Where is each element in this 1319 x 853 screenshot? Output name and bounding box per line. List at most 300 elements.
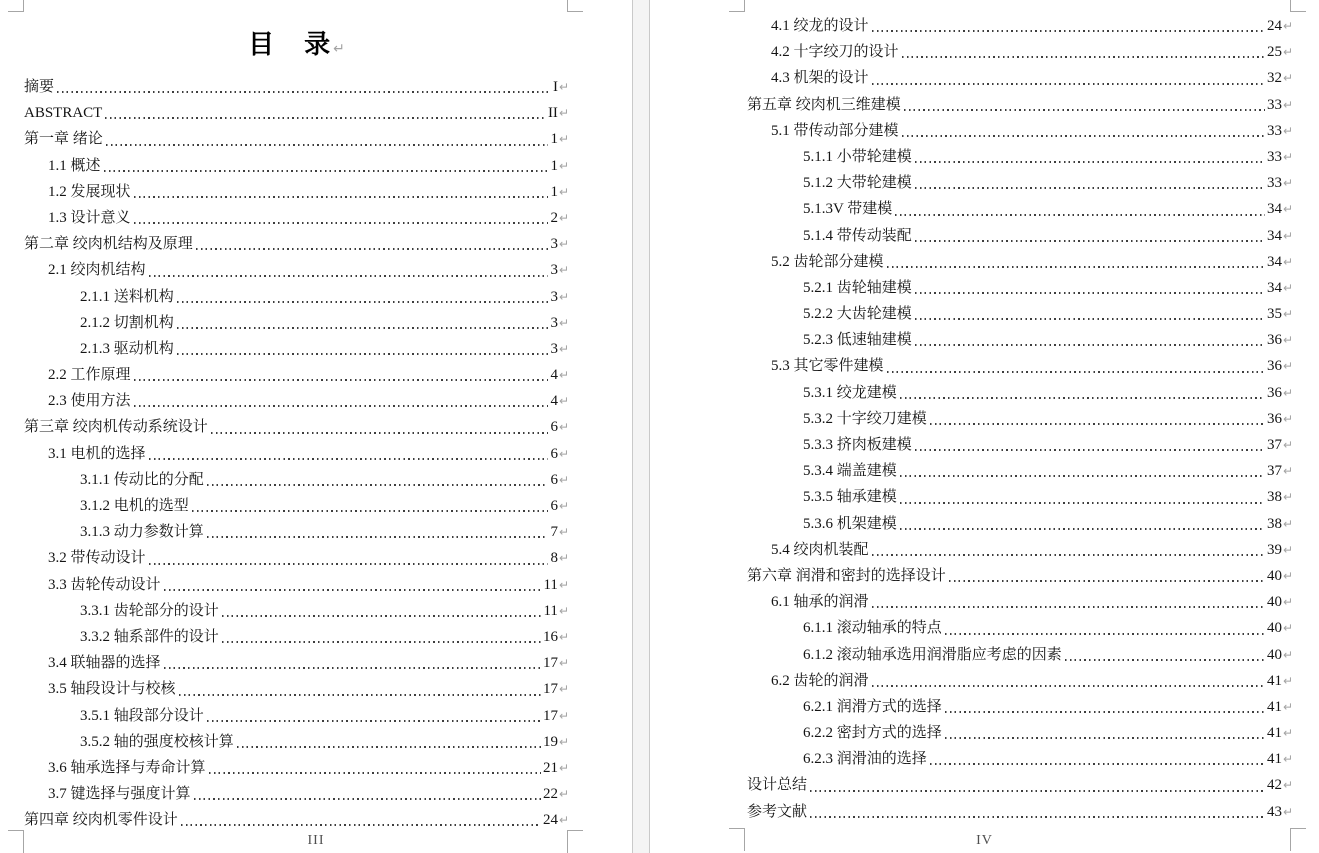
paragraph-return-mark-icon: ↵ bbox=[558, 132, 569, 147]
toc-entry-page: 40 bbox=[1266, 620, 1282, 637]
toc-entry[interactable] bbox=[747, 39, 1293, 65]
toc-entry-label: 3.3 齿轮传动设计 bbox=[48, 576, 161, 593]
dot-leader bbox=[222, 615, 542, 617]
toc-entry-label: 5.3.1 绞龙建模 bbox=[803, 384, 897, 401]
toc-entry-label: 5.2.2 大齿轮建模 bbox=[803, 306, 912, 323]
paragraph-return-mark-icon: ↵ bbox=[558, 708, 569, 723]
toc-entry-page: 41 bbox=[1266, 672, 1282, 689]
toc-title: 目 录 bbox=[248, 30, 333, 59]
toc-entry[interactable] bbox=[24, 388, 569, 414]
paragraph-return-mark-icon: ↵ bbox=[1282, 595, 1293, 610]
toc-entry-page: 4 bbox=[550, 367, 558, 384]
toc-entry-page: 37 bbox=[1266, 463, 1282, 480]
toc-entry-page: 41 bbox=[1266, 698, 1282, 715]
paragraph-return-mark-icon: ↵ bbox=[1282, 71, 1293, 86]
toc-entry-label: 3.7 键选择与强度计算 bbox=[48, 786, 191, 803]
dot-leader bbox=[945, 633, 1265, 635]
toc-entry[interactable] bbox=[747, 668, 1293, 694]
toc-entry[interactable] bbox=[747, 92, 1293, 118]
toc-entry-page: 33 bbox=[1266, 122, 1282, 139]
toc-entry[interactable] bbox=[24, 205, 569, 231]
toc-entry[interactable] bbox=[24, 650, 569, 676]
toc-entry-page: 24 bbox=[542, 812, 558, 829]
toc-entry-label: 5.1.2 大带轮建模 bbox=[803, 175, 912, 192]
toc-entry-label: 1.2 发展现状 bbox=[48, 183, 131, 200]
toc-entry[interactable] bbox=[747, 13, 1293, 39]
toc-entry-label: 6.2.2 密封方式的选择 bbox=[803, 725, 942, 742]
toc-entry-label: 5.3 其它零件建模 bbox=[771, 358, 884, 375]
toc-entry-label: 1.3 设计意义 bbox=[48, 209, 131, 226]
toc-entry-label: 5.1 带传动部分建模 bbox=[771, 122, 899, 139]
toc-entry[interactable] bbox=[747, 746, 1293, 772]
toc-entry-page: 40 bbox=[1266, 594, 1282, 611]
toc-entry-label: 第三章 绞肉机传动系统设计 bbox=[24, 419, 208, 436]
toc-entry-page: 6 bbox=[550, 445, 558, 462]
toc-entry[interactable] bbox=[747, 511, 1293, 537]
toc-entry-page: 33 bbox=[1266, 96, 1282, 113]
dot-leader bbox=[810, 816, 1265, 818]
toc-entry-label: 3.3.2 轴系部件的设计 bbox=[80, 628, 219, 645]
toc-entry-page: 22 bbox=[542, 786, 558, 803]
toc-entry[interactable] bbox=[24, 153, 569, 179]
paragraph-return-mark-icon: ↵ bbox=[333, 41, 345, 57]
dot-leader bbox=[194, 798, 541, 800]
toc-entry-page: 42 bbox=[1266, 777, 1282, 794]
paragraph-return-mark-icon: ↵ bbox=[558, 446, 569, 461]
paragraph-return-mark-icon: ↵ bbox=[558, 289, 569, 304]
toc-entry-label: 1.1 概述 bbox=[48, 157, 101, 174]
dot-leader bbox=[900, 475, 1265, 477]
toc-entry[interactable] bbox=[747, 589, 1293, 615]
toc-entry-page: 16 bbox=[542, 628, 558, 645]
toc-entry[interactable] bbox=[24, 807, 569, 833]
toc-entry-label: 5.3.6 机架建模 bbox=[803, 515, 897, 532]
toc-entry[interactable] bbox=[24, 729, 569, 755]
toc-entry[interactable] bbox=[747, 249, 1293, 275]
toc-entry-label: 设计总结 bbox=[747, 777, 808, 794]
toc-entry-label: 5.3.4 端盖建模 bbox=[803, 463, 897, 480]
toc-entry-page: 3 bbox=[550, 262, 558, 279]
dot-leader bbox=[945, 711, 1265, 713]
paragraph-return-mark-icon: ↵ bbox=[558, 734, 569, 749]
toc-entry-page: 38 bbox=[1266, 515, 1282, 532]
paragraph-return-mark-icon: ↵ bbox=[1282, 97, 1293, 112]
toc-entry-label: 第五章 绞肉机三维建模 bbox=[747, 96, 901, 113]
toc-entry-label: 3.5 轴段设计与校核 bbox=[48, 681, 176, 698]
dot-leader bbox=[915, 161, 1265, 163]
toc-entry-label: 5.3.3 挤肉板建模 bbox=[803, 437, 912, 453]
paragraph-return-mark-icon: ↵ bbox=[1282, 726, 1293, 741]
dot-leader bbox=[949, 580, 1265, 582]
paragraph-return-mark-icon: ↵ bbox=[558, 158, 569, 173]
paragraph-return-mark-icon: ↵ bbox=[1282, 228, 1293, 243]
toc-entry[interactable] bbox=[747, 223, 1293, 249]
toc-entry[interactable] bbox=[24, 100, 569, 126]
toc-entry-label: 2.1.1 送料机构 bbox=[80, 288, 174, 305]
paragraph-return-mark-icon: ↵ bbox=[558, 813, 569, 828]
page-gap-divider bbox=[632, 0, 650, 853]
paragraph-return-mark-icon: ↵ bbox=[558, 210, 569, 225]
paragraph-return-mark-icon: ↵ bbox=[1282, 149, 1293, 164]
toc-entry[interactable] bbox=[24, 257, 569, 283]
toc-entry-page: 3 bbox=[550, 288, 558, 305]
toc-entry[interactable] bbox=[747, 353, 1293, 379]
toc-entry-page: 7 bbox=[550, 524, 558, 541]
toc-entry-page: 41 bbox=[1266, 751, 1282, 768]
dot-leader bbox=[872, 83, 1265, 85]
toc-entry-page: 11 bbox=[543, 602, 558, 619]
toc-entry-page: 2 bbox=[550, 209, 558, 226]
paragraph-return-mark-icon: ↵ bbox=[558, 629, 569, 644]
toc-entry[interactable] bbox=[747, 432, 1293, 458]
toc-entry-page: 3 bbox=[550, 340, 558, 357]
toc-entry-page: 34 bbox=[1266, 201, 1282, 218]
toc-entry[interactable] bbox=[747, 196, 1293, 222]
toc-entry-label: 第一章 绪论 bbox=[24, 131, 103, 148]
paragraph-return-mark-icon: ↵ bbox=[1282, 752, 1293, 767]
toc-entry-page: 24 bbox=[1266, 18, 1282, 34]
paragraph-return-mark-icon: ↵ bbox=[1282, 123, 1293, 138]
toc-entry-page: 8 bbox=[550, 550, 558, 567]
crop-mark-top-right-icon bbox=[1290, 0, 1306, 12]
paragraph-return-mark-icon: ↵ bbox=[1282, 202, 1293, 217]
paragraph-return-mark-icon: ↵ bbox=[558, 420, 569, 435]
dot-leader bbox=[207, 484, 549, 486]
dot-leader bbox=[915, 449, 1265, 451]
toc-entry-label: 3.3.1 齿轮部分的设计 bbox=[80, 602, 219, 619]
dot-leader bbox=[207, 536, 549, 538]
toc-entry[interactable] bbox=[747, 694, 1293, 720]
dot-leader bbox=[181, 824, 541, 826]
paragraph-return-mark-icon: ↵ bbox=[558, 263, 569, 278]
dot-leader bbox=[222, 641, 541, 643]
toc-entry-label: 6.1.2 滚动轴承选用润滑脂应考虑的因素 bbox=[803, 646, 1062, 663]
paragraph-return-mark-icon: ↵ bbox=[558, 577, 569, 592]
paragraph-return-mark-icon: ↵ bbox=[1282, 647, 1293, 662]
toc-entry[interactable] bbox=[747, 327, 1293, 353]
toc-entry-label: 4.1 绞龙的设计 bbox=[771, 18, 869, 34]
toc-entry-page: 33 bbox=[1266, 148, 1282, 165]
paragraph-return-mark-icon: ↵ bbox=[1282, 621, 1293, 636]
toc-entry-page: 6 bbox=[550, 471, 558, 488]
paragraph-return-mark-icon: ↵ bbox=[1282, 542, 1293, 557]
toc-entry[interactable] bbox=[24, 703, 569, 729]
dot-leader bbox=[945, 737, 1265, 739]
toc-entry-page: 39 bbox=[1266, 541, 1282, 558]
toc-entry[interactable] bbox=[24, 336, 569, 362]
toc-entry[interactable] bbox=[747, 642, 1293, 668]
toc-entry-label: 5.1.1 小带轮建模 bbox=[803, 148, 912, 165]
dot-leader bbox=[930, 763, 1265, 765]
toc-entry-page: 21 bbox=[542, 759, 558, 776]
paragraph-return-mark-icon: ↵ bbox=[1282, 333, 1293, 348]
dot-leader bbox=[209, 772, 541, 774]
toc-entry-label: 6.1.1 滚动轴承的特点 bbox=[803, 620, 942, 637]
toc-entry[interactable] bbox=[747, 772, 1293, 798]
toc-title-line bbox=[24, 24, 569, 61]
toc-entry-label: 2.3 使用方法 bbox=[48, 393, 131, 410]
toc-entry[interactable] bbox=[24, 493, 569, 519]
paragraph-return-mark-icon: ↵ bbox=[1282, 176, 1293, 191]
paragraph-return-mark-icon: ↵ bbox=[558, 394, 569, 409]
toc-entry-page: 1 bbox=[550, 131, 558, 148]
toc-entry-label: 5.2.3 低速轴建模 bbox=[803, 332, 912, 349]
toc-entry-page: 4 bbox=[550, 393, 558, 410]
document-page-right bbox=[650, 0, 1319, 853]
toc-entry-page: 32 bbox=[1266, 70, 1282, 87]
dot-leader bbox=[105, 117, 546, 119]
toc-list bbox=[24, 74, 569, 833]
toc-entry[interactable] bbox=[24, 74, 569, 100]
toc-entry-label: 3.5.1 轴段部分设计 bbox=[80, 707, 204, 724]
dot-leader bbox=[872, 685, 1265, 687]
toc-entry-label: 3.4 联轴器的选择 bbox=[48, 655, 161, 672]
paragraph-return-mark-icon: ↵ bbox=[558, 787, 569, 802]
dot-leader bbox=[134, 405, 549, 407]
toc-entry-label: 第六章 润滑和密封的选择设计 bbox=[747, 567, 946, 584]
toc-entry-label: 5.3.5 轴承建模 bbox=[803, 489, 897, 506]
toc-entry-label: 3.1.2 电机的选型 bbox=[80, 498, 189, 514]
toc-entry-label: 6.2.1 润滑方式的选择 bbox=[803, 698, 942, 715]
toc-entry[interactable] bbox=[24, 781, 569, 807]
toc-entry-page: 35 bbox=[1266, 306, 1282, 323]
toc-entry-label: 2.1.3 驱动机构 bbox=[80, 340, 174, 357]
paragraph-return-mark-icon: ↵ bbox=[1282, 411, 1293, 426]
toc-entry-label: 5.3.2 十字绞刀建模 bbox=[803, 410, 927, 427]
toc-entry-page: 17 bbox=[542, 681, 558, 698]
toc-entry-page: I bbox=[552, 79, 558, 95]
toc-entry[interactable] bbox=[747, 406, 1293, 432]
toc-entry[interactable] bbox=[24, 310, 569, 336]
toc-entry[interactable] bbox=[747, 458, 1293, 484]
toc-entry-page: 36 bbox=[1266, 410, 1282, 427]
toc-entry[interactable] bbox=[747, 301, 1293, 327]
toc-entry[interactable] bbox=[24, 545, 569, 571]
toc-entry[interactable] bbox=[747, 615, 1293, 641]
dot-leader bbox=[104, 170, 549, 172]
toc-entry[interactable] bbox=[24, 755, 569, 781]
toc-entry[interactable] bbox=[747, 484, 1293, 510]
toc-entry-label: 4.2 十字绞刀的设计 bbox=[771, 44, 899, 61]
toc-entry[interactable] bbox=[24, 467, 569, 493]
toc-entry-page: 36 bbox=[1266, 358, 1282, 375]
dot-leader bbox=[902, 135, 1265, 137]
paragraph-return-mark-icon: ↵ bbox=[1282, 280, 1293, 295]
paragraph-return-mark-icon: ↵ bbox=[1282, 673, 1293, 688]
dot-leader bbox=[164, 667, 541, 669]
toc-entry-label: 6.1 轴承的润滑 bbox=[771, 594, 869, 611]
toc-entry-label: 2.1.2 切割机构 bbox=[80, 314, 174, 331]
dot-leader bbox=[134, 222, 549, 224]
toc-entry-page: 33 bbox=[1266, 175, 1282, 192]
paragraph-return-mark-icon: ↵ bbox=[558, 603, 569, 618]
toc-entry-page: 41 bbox=[1266, 725, 1282, 742]
toc-entry-page: 19 bbox=[542, 733, 558, 750]
dot-leader bbox=[149, 275, 549, 277]
dot-leader bbox=[196, 248, 549, 250]
toc-entry[interactable] bbox=[747, 170, 1293, 196]
toc-entry-label: 3.1 电机的选择 bbox=[48, 445, 146, 462]
toc-entry-label: ABSTRACT bbox=[24, 105, 103, 122]
toc-entry-page: 43 bbox=[1266, 803, 1282, 820]
dot-leader bbox=[915, 240, 1265, 242]
paragraph-return-mark-icon: ↵ bbox=[558, 237, 569, 252]
toc-entry[interactable] bbox=[24, 598, 569, 624]
dot-leader bbox=[900, 528, 1265, 530]
toc-entry-label: 3.1.3 动力参数计算 bbox=[80, 524, 204, 541]
page-number-footer: III bbox=[307, 833, 325, 848]
toc-entry-page: 40 bbox=[1266, 646, 1282, 663]
toc-entry[interactable] bbox=[24, 284, 569, 310]
toc-entry-page: 11 bbox=[543, 576, 558, 593]
paragraph-return-mark-icon: ↵ bbox=[1282, 516, 1293, 531]
dot-leader bbox=[177, 301, 549, 303]
paragraph-return-mark-icon: ↵ bbox=[558, 656, 569, 671]
dot-leader bbox=[57, 91, 551, 93]
toc-entry-label: 5.4 绞肉机装配 bbox=[771, 541, 869, 558]
paragraph-return-mark-icon: ↵ bbox=[558, 80, 569, 94]
paragraph-return-mark-icon: ↵ bbox=[1282, 385, 1293, 400]
dot-leader bbox=[1065, 659, 1265, 661]
toc-entry-label: 3.6 轴承选择与寿命计算 bbox=[48, 759, 206, 776]
dot-leader bbox=[177, 327, 549, 329]
dot-leader bbox=[149, 458, 549, 460]
dot-leader bbox=[192, 510, 549, 512]
toc-entry-page: 38 bbox=[1266, 489, 1282, 506]
paragraph-return-mark-icon: ↵ bbox=[1282, 778, 1293, 793]
toc-entry[interactable] bbox=[24, 676, 569, 702]
toc-entry-page: 40 bbox=[1266, 567, 1282, 584]
dot-leader bbox=[895, 214, 1265, 216]
paragraph-return-mark-icon: ↵ bbox=[558, 499, 569, 513]
toc-entry[interactable] bbox=[24, 441, 569, 467]
dot-leader bbox=[887, 266, 1265, 268]
dot-leader bbox=[900, 502, 1265, 504]
toc-entry-label: 6.2 齿轮的润滑 bbox=[771, 672, 869, 689]
toc-entry-page: 17 bbox=[542, 655, 558, 672]
dot-leader bbox=[164, 589, 542, 591]
dot-leader bbox=[904, 109, 1265, 111]
toc-entry-page: 6 bbox=[550, 419, 558, 436]
dot-leader bbox=[915, 318, 1265, 320]
toc-entry-label: 2.2 工作原理 bbox=[48, 367, 131, 384]
toc-entry-page: 34 bbox=[1266, 227, 1282, 244]
paragraph-return-mark-icon: ↵ bbox=[1282, 699, 1293, 714]
toc-entry-label: 摘要 bbox=[24, 79, 55, 95]
dot-leader bbox=[915, 292, 1265, 294]
dot-leader bbox=[810, 790, 1265, 792]
toc-entry-label: 第四章 绞肉机零件设计 bbox=[24, 812, 178, 829]
toc-entry-page: 25 bbox=[1266, 44, 1282, 61]
dot-leader bbox=[134, 379, 549, 381]
toc-entry-label: 参考文献 bbox=[747, 803, 808, 820]
dot-leader bbox=[930, 423, 1265, 425]
toc-entry[interactable] bbox=[747, 118, 1293, 144]
paragraph-return-mark-icon: ↵ bbox=[558, 525, 569, 540]
paragraph-return-mark-icon: ↵ bbox=[558, 106, 569, 121]
toc-list bbox=[747, 13, 1293, 825]
toc-entry-page: 34 bbox=[1266, 253, 1282, 270]
paragraph-return-mark-icon: ↵ bbox=[1282, 45, 1293, 60]
toc-entry-page: 6 bbox=[550, 498, 558, 514]
toc-entry[interactable] bbox=[24, 572, 569, 598]
paragraph-return-mark-icon: ↵ bbox=[558, 760, 569, 775]
toc-entry-page: 34 bbox=[1266, 279, 1282, 296]
paragraph-return-mark-icon: ↵ bbox=[1282, 804, 1293, 819]
toc-entry-page: 37 bbox=[1266, 437, 1282, 453]
toc-entry[interactable] bbox=[747, 799, 1293, 825]
toc-entry-label: 2.1 绞肉机结构 bbox=[48, 262, 146, 279]
paragraph-return-mark-icon: ↵ bbox=[558, 682, 569, 697]
paragraph-return-mark-icon: ↵ bbox=[1282, 254, 1293, 269]
toc-entry-label: 5.1.4 带传动装配 bbox=[803, 227, 912, 244]
dot-leader bbox=[887, 371, 1265, 373]
toc-entry[interactable] bbox=[747, 720, 1293, 746]
dot-leader bbox=[915, 187, 1265, 189]
dot-leader bbox=[900, 397, 1265, 399]
toc-entry[interactable] bbox=[24, 362, 569, 388]
toc-entry-label: 3.5.2 轴的强度校核计算 bbox=[80, 733, 234, 750]
paragraph-return-mark-icon: ↵ bbox=[558, 341, 569, 356]
toc-entry[interactable] bbox=[747, 380, 1293, 406]
toc-entry[interactable] bbox=[24, 179, 569, 205]
dot-leader bbox=[902, 56, 1265, 58]
toc-entry[interactable] bbox=[24, 414, 569, 440]
crop-mark-top-left-icon bbox=[729, 0, 745, 12]
paragraph-return-mark-icon: ↵ bbox=[1282, 568, 1293, 583]
toc-entry-page: II bbox=[547, 105, 558, 122]
crop-mark-top-left-icon bbox=[8, 0, 24, 12]
toc-entry-page: 3 bbox=[550, 236, 558, 253]
toc-entry-page: 36 bbox=[1266, 332, 1282, 349]
paragraph-return-mark-icon: ↵ bbox=[558, 368, 569, 383]
toc-entry-page: 1 bbox=[550, 157, 558, 174]
toc-entry[interactable] bbox=[747, 144, 1293, 170]
paragraph-return-mark-icon: ↵ bbox=[1282, 359, 1293, 374]
dot-leader bbox=[872, 30, 1265, 32]
toc-entry[interactable] bbox=[747, 65, 1293, 91]
page-number-footer: IV bbox=[976, 833, 993, 848]
paragraph-return-mark-icon: ↵ bbox=[1282, 19, 1293, 33]
toc-entry-page: 17 bbox=[542, 707, 558, 724]
paragraph-return-mark-icon: ↵ bbox=[1282, 490, 1293, 505]
toc-entry-label: 5.1.3V 带建模 bbox=[803, 201, 893, 218]
toc-entry-label: 3.2 带传动设计 bbox=[48, 550, 146, 567]
toc-entry-page: 36 bbox=[1266, 384, 1282, 401]
paragraph-return-mark-icon: ↵ bbox=[558, 472, 569, 487]
toc-entry[interactable] bbox=[747, 275, 1293, 301]
dot-leader bbox=[149, 563, 549, 565]
dot-leader bbox=[915, 344, 1265, 346]
document-page-left bbox=[0, 0, 632, 853]
toc-entry[interactable] bbox=[24, 126, 569, 152]
dot-leader bbox=[179, 694, 541, 696]
toc-entry[interactable] bbox=[747, 537, 1293, 563]
paragraph-return-mark-icon: ↵ bbox=[558, 551, 569, 566]
crop-mark-top-right-icon bbox=[567, 0, 583, 12]
toc-entry[interactable] bbox=[747, 563, 1293, 589]
dot-leader bbox=[134, 196, 549, 198]
paragraph-return-mark-icon: ↵ bbox=[558, 315, 569, 330]
toc-entry[interactable] bbox=[24, 231, 569, 257]
toc-entry-label: 5.2.1 齿轮轴建模 bbox=[803, 279, 912, 296]
toc-entry[interactable] bbox=[24, 624, 569, 650]
dot-leader bbox=[872, 554, 1265, 556]
paragraph-return-mark-icon: ↵ bbox=[1282, 464, 1293, 479]
dot-leader bbox=[207, 720, 541, 722]
dot-leader bbox=[106, 144, 549, 146]
toc-entry[interactable] bbox=[24, 519, 569, 545]
